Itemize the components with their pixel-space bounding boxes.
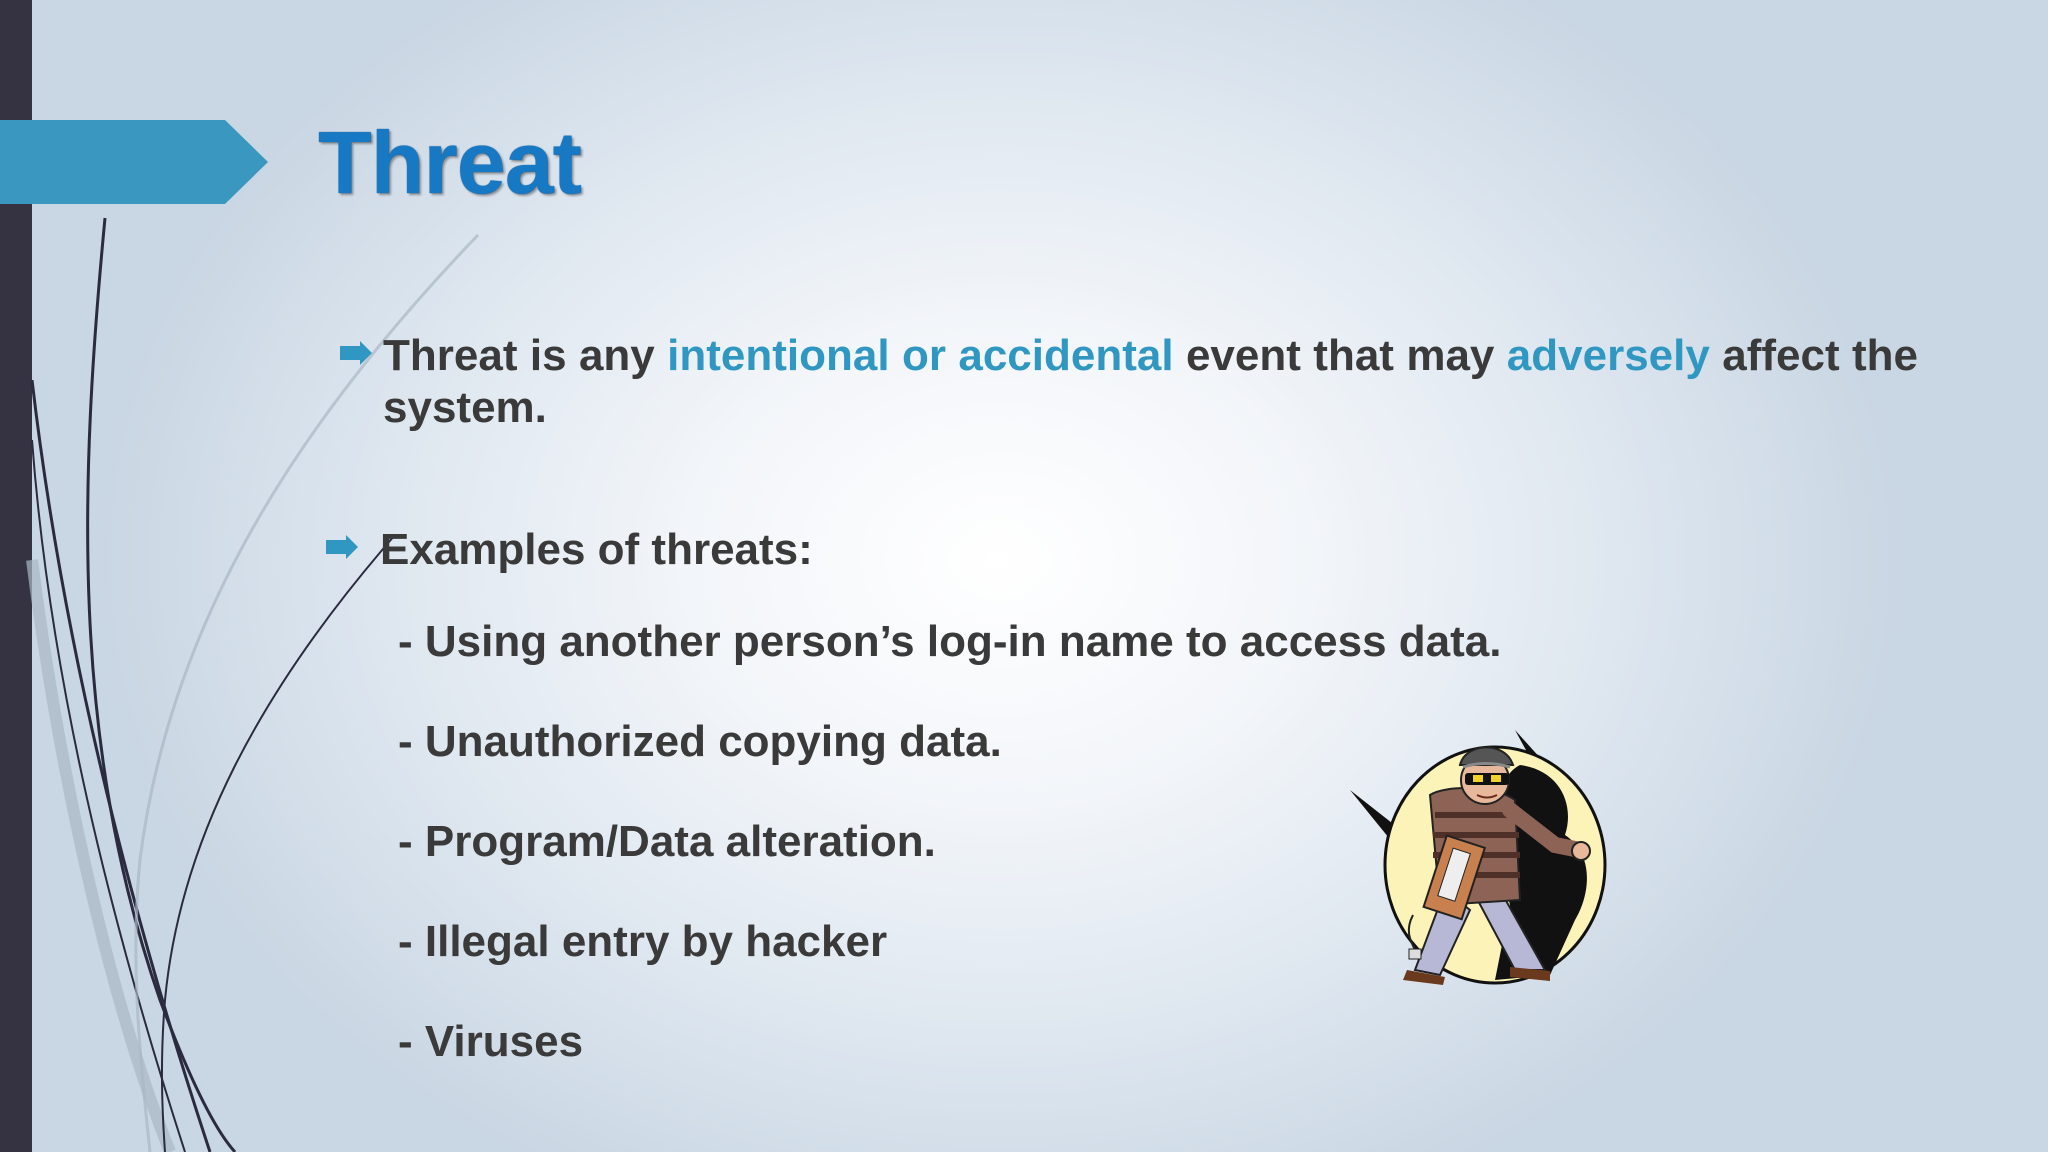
example-item: - Using another person’s log-in name to access data. (398, 617, 1502, 666)
definition-text: affect the system. (383, 331, 1919, 432)
example-item: - Unauthorized copying data. (398, 717, 1002, 766)
example-item: - Program/Data alteration. (398, 817, 936, 866)
definition-text: event that may (1173, 331, 1507, 380)
threat-definition (383, 330, 1918, 434)
title-arrow-shape (0, 120, 270, 204)
definition-highlight: adversely (1506, 331, 1710, 380)
slide-title: Threat (318, 113, 581, 212)
arrow-bullet-icon (338, 340, 374, 374)
example-item: - Illegal entry by hacker (398, 917, 888, 966)
arrow-bullet-icon (324, 534, 360, 568)
examples-heading: Examples of threats: (380, 525, 813, 574)
thief-clipart-icon (1345, 725, 1615, 995)
definition-highlight: intentional or accidental (667, 331, 1174, 380)
definition-text: Threat is any (383, 331, 668, 380)
example-item: - Viruses (398, 1017, 584, 1066)
